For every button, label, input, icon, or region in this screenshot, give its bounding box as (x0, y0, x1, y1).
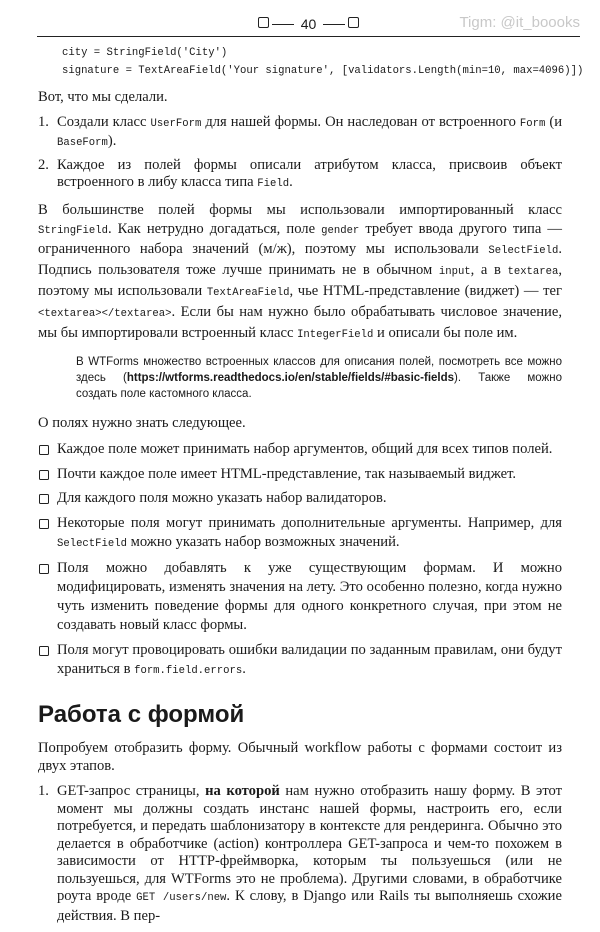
page-number-text: 40 (300, 16, 317, 32)
square-bullet-icon (39, 494, 49, 504)
text-run: Для каждого поля можно указать набор валидаторов. (57, 490, 387, 507)
item-number: 1. (38, 783, 49, 800)
text-run: , а в (470, 262, 508, 279)
square-bullet-icon (39, 519, 49, 529)
code-line: signature = TextAreaField('Your signature', [validators.Length(min=10, max=4096)]) (62, 65, 584, 77)
inline-code: Field (257, 178, 290, 191)
inline-code: StringField (38, 224, 108, 237)
text-run: можно указать набор возможных значений. (126, 533, 400, 550)
text-run: Каждое поле может принимать набор аргументов, общий для всех типов полей. (57, 441, 553, 458)
text-run: . К слову, в Django или Rails ты выполняешь схожие действия. В пер- (57, 888, 562, 924)
bullet-item (38, 489, 562, 508)
item-number: 2. (38, 156, 49, 173)
text-run: . Как нетрудно догадаться, поле (107, 220, 322, 237)
text-run: , чье HTML-представление (виджет) — тег (289, 282, 562, 299)
inline-code: TextAreaField (206, 286, 290, 299)
inline-code: GET /users/new (136, 892, 227, 905)
bullet-item (38, 641, 562, 681)
inline-code: BaseForm (57, 137, 108, 150)
text-run: Создали класс (57, 113, 151, 130)
code-line: city = StringField('City') (62, 47, 228, 59)
text-run: нам нужно отобразить нашу форму. В этот момент мы должны создать инстанс нашей формы, настроить его, если потребуется, и передать шаблонизатору в контексте для рендеринга. Обычно это делается в обработчике (action) контроллера GET-запроса и чем-то похожем в зависимости от HTTP-фреймворка, которым ты пользуешься (или не пользуешься, для WTForms это не проблема). Другими словами, в обработчике роута вроде (57, 783, 562, 905)
text-run: . (289, 174, 293, 191)
text-run: . (242, 660, 246, 677)
list-item (38, 114, 562, 153)
inline-code: textarea (507, 266, 559, 279)
note-box (38, 354, 562, 402)
square-bullet-icon (39, 445, 49, 455)
fields-intro: О полях нужно знать следующее. (38, 415, 246, 432)
text-run: и описали бы поле им. (373, 324, 518, 341)
bullet-item (38, 514, 562, 554)
text-run: В WTForms множество встроенных классов для описания полей, посмотреть все можно здесь ( (76, 356, 562, 385)
watermark: Tigm: @it_boooks (459, 14, 580, 31)
text-run: требует ввода другого типа — ограниченного набора значений (м/ж), поэтому мы использовали (38, 220, 562, 258)
inline-code: SelectField (57, 537, 127, 550)
text-run: , поэтому мы использовали (38, 262, 562, 299)
inline-code: gender (321, 224, 360, 237)
intro-text: Вот, что мы сделали. (38, 89, 168, 105)
text-run: Поля можно добавлять к уже существующим формам. И можно модифицировать, изменять значения на лету. Это особенно полезно, когда нужно чуть изменить поведение формы для одного конкретного случая, при этом не создавать новый класс формы. (57, 560, 562, 634)
inline-code: input (438, 266, 471, 279)
list-item (38, 783, 562, 925)
text-run: (и (545, 113, 562, 130)
section-title: Работа с формой (38, 700, 245, 728)
bold-text: https://wtforms.readthedocs.io/en/stable/fields/#basic-fields (126, 372, 455, 385)
square-bullet-icon (39, 564, 49, 574)
square-bullet-icon (39, 646, 49, 656)
text-run: Некоторые поля могут принимать дополнительные аргументы. Например, для (57, 514, 562, 531)
item-number: 1. (38, 113, 49, 130)
text-run: В большинстве полей формы мы использовали импортированный класс (38, 201, 562, 218)
inline-code: <textarea></textarea> (38, 307, 172, 320)
code-block (38, 44, 584, 80)
steps-list (38, 114, 562, 194)
bullet-item (38, 559, 562, 635)
text-run: . Если бы нам нужно было обрабатывать числовое значение, мы бы импортировали встроенный класс (38, 303, 562, 341)
bullet-item (38, 465, 562, 484)
page-body (38, 44, 584, 932)
text-run: ). (107, 133, 117, 150)
page-ornament-icon (348, 17, 359, 28)
text-run: ). Также можно создать поле кастомного класса. (76, 372, 562, 401)
text-run: . Подпись пользователя тоже лучше принимать не в обычном (38, 241, 562, 279)
list-item (38, 157, 562, 194)
explanation-paragraph (38, 201, 562, 345)
text-run: Каждое из полей формы описали атрибутом класса, присвоив объект встроенного в либу класса типа (57, 156, 562, 191)
square-bullet-icon (39, 470, 49, 480)
bullet-item (38, 440, 562, 459)
inline-code: Form (519, 117, 546, 130)
inline-code: form.field.errors (134, 664, 243, 677)
text-run: Поля могут провоцировать ошибки валидации по заданным правилам, они будут храниться в (57, 641, 562, 677)
workflow-steps-list (38, 783, 562, 925)
inline-code: UserForm (150, 117, 202, 130)
inline-code: IntegerField (297, 328, 374, 341)
inline-code: SelectField (488, 245, 559, 258)
text-run: для нашей формы. Он наследован от встроенного (201, 113, 520, 130)
page-ornament-icon (258, 17, 269, 28)
bold-text: на которой (205, 783, 280, 800)
section-intro: Попробуем отобразить форму. Обычный workflow работы с формами состоит из двух этапов. (38, 739, 562, 775)
text-run: GET-запрос страницы, (57, 783, 206, 800)
page-header (37, 14, 580, 37)
text-run: Почти каждое поле имеет HTML-представление, так называемый виджет. (57, 465, 517, 482)
fields-bullet-list (38, 440, 562, 681)
